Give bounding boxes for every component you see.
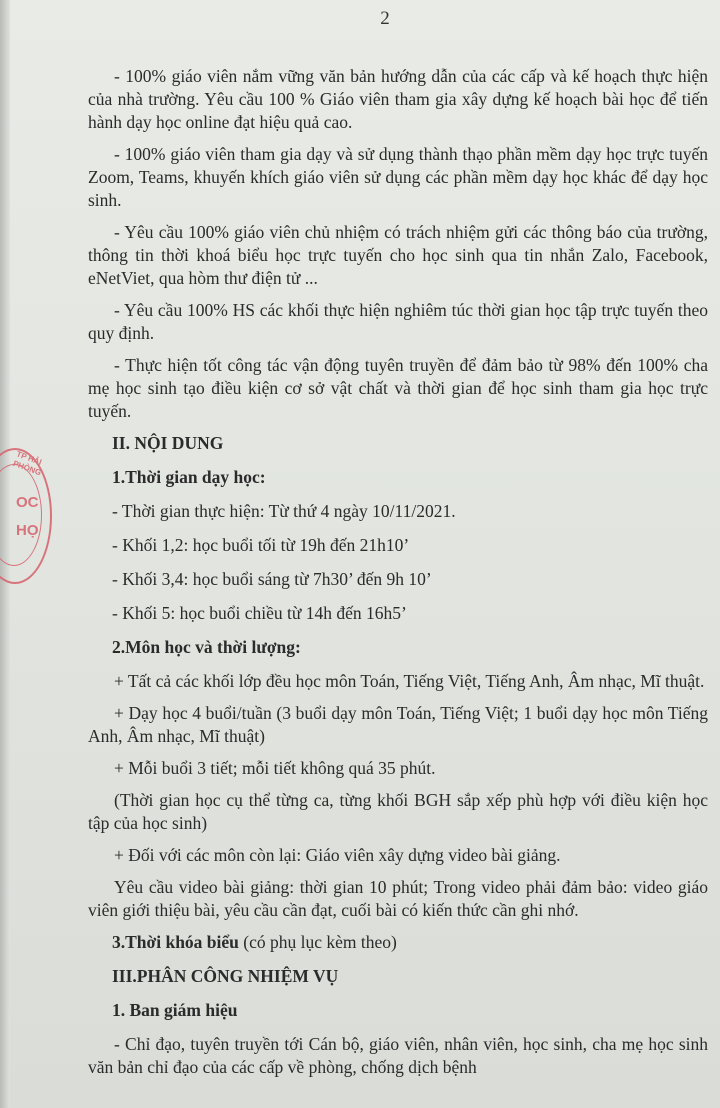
list-item: - Thời gian thực hiện: Từ thứ 4 ngày 10/11/2021.	[112, 501, 456, 521]
subsection-heading: 1. Ban giám hiệu	[112, 1000, 238, 1020]
paragraph: (Thời gian học cụ thể từng ca, từng khối BGH sắp xếp phù hợp với điều kiện học tập của học sinh)	[88, 790, 708, 833]
red-stamp	[0, 448, 52, 584]
page-number: 2	[380, 8, 390, 29]
subsection-heading-text: 3.Thời khóa biểu	[112, 932, 239, 952]
subsection-heading: 2.Môn học và thời lượng:	[112, 637, 301, 657]
stamp-text-1: OC	[16, 494, 39, 511]
stamp-text-2: HỌ	[16, 522, 39, 539]
paragraph: - 100% giáo viên tham gia dạy và sử dụng thành thạo phần mềm dạy học trực tuyến Zoom, Teams, khuyến khích giáo viên sử dụng các phần mềm dạy học khác để dạy học sinh.	[88, 144, 708, 210]
paragraph: - Chỉ đạo, tuyên truyền tới Cán bộ, giáo viên, nhân viên, học sinh, cha mẹ học sinh văn bản chỉ đạo của các cấp về phòng, chống dịch bệnh	[88, 1034, 708, 1077]
stamp-ring-text: TP HẢI PHÒNG	[11, 449, 43, 478]
paragraph: - Yêu cầu 100% HS các khối thực hiện nghiêm túc thời gian học tập trực tuyến theo quy định.	[88, 300, 708, 343]
paragraph: - 100% giáo viên nắm vững văn bản hướng dẫn của các cấp và kế hoạch thực hiện của nhà trường. Yêu cầu 100 % Giáo viên tham gia xây dựng kế hoạch bài học để tiến hành dạy học online đạt hiệu quả cao.	[88, 66, 708, 132]
paragraph: + Tất cả các khối lớp đều học môn Toán, Tiếng Việt, Tiếng Anh, Âm nhạc, Mĩ thuật.	[114, 671, 705, 691]
paragraph: + Dạy học 4 buổi/tuần (3 buổi dạy môn Toán, Tiếng Việt; 1 buổi dạy học môn Tiếng Anh, Âm nhạc, Mĩ thuật)	[88, 703, 708, 746]
paragraph: - Thực hiện tốt công tác vận động tuyên truyền để đảm bảo từ 98% đến 100% cha mẹ học sinh tạo điều kiện cơ sở vật chất và thời gian để học sinh tham gia học trực tuyến.	[88, 355, 708, 421]
stamp-inner-ring	[0, 464, 42, 566]
subsection-heading	[112, 931, 708, 954]
paragraph: Yêu cầu video bài giảng: thời gian 10 phút; Trong video phải đảm bảo: video giáo viên giới thiệu bài, yêu cầu cần đạt, cuối bài có kiến thức cần ghi nhớ.	[88, 877, 708, 920]
list-item: - Khối 1,2: học buổi tối từ 19h đến 21h10’	[112, 535, 410, 555]
subsection-note: (có phụ lục kèm theo)	[238, 932, 397, 952]
paragraph: + Đối với các môn còn lại: Giáo viên xây dựng video bài giảng.	[114, 845, 561, 865]
list-item: - Khối 3,4: học buổi sáng từ 7h30’ đến 9h 10’	[112, 569, 432, 589]
section-heading: II. NỘI DUNG	[112, 433, 224, 453]
list-item: - Khối 5: học buổi chiều từ 14h đến 16h5’	[112, 603, 407, 623]
paragraph: - Yêu cầu 100% giáo viên chủ nhiệm có trách nhiệm gửi các thông báo của trường, thông tin thời khoá biểu học trực tuyến cho học sinh qua tin nhắn Zalo, Facebook, eNetViet, qua hòm thư điện tử ...	[88, 222, 708, 288]
subsection-heading: 1.Thời gian dạy học:	[112, 467, 266, 487]
document-body	[88, 65, 708, 1088]
section-heading: III.PHÂN CÔNG NHIỆM VỤ	[112, 966, 339, 986]
paragraph: + Mỗi buổi 3 tiết; mỗi tiết không quá 35 phút.	[114, 758, 436, 778]
